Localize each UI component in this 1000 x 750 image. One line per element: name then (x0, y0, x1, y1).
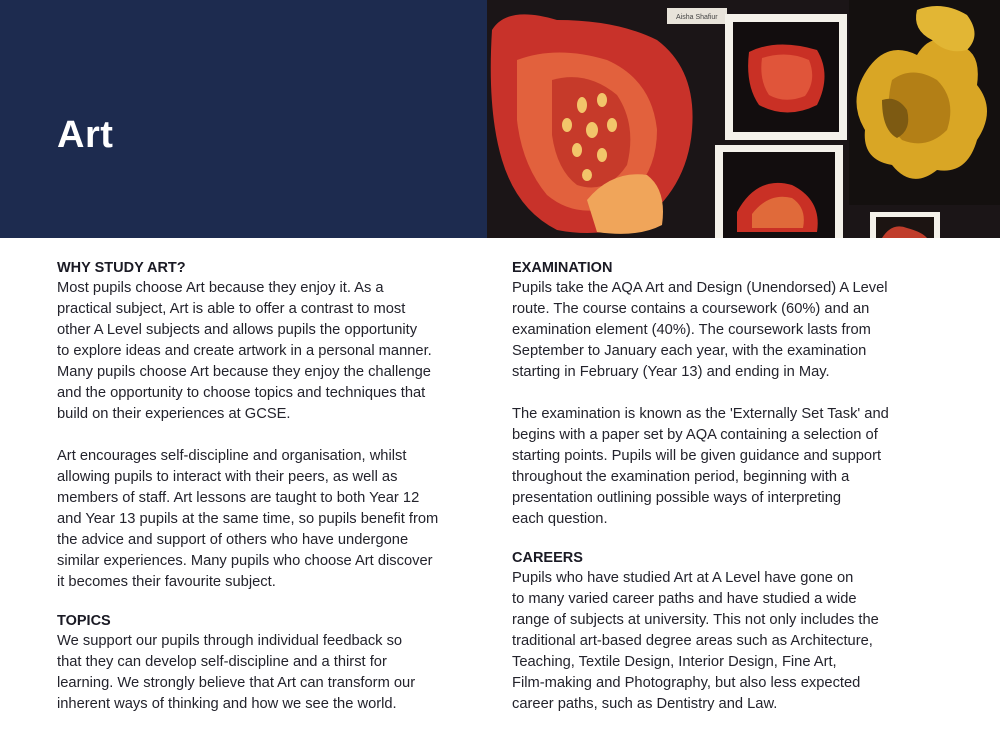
section-heading-why-study-art: WHY STUDY ART? (57, 260, 186, 276)
right-column (512, 258, 944, 715)
careers-section (512, 548, 944, 715)
title-band (0, 0, 487, 238)
section-heading-topics: TOPICS (57, 613, 111, 629)
photo-label: Aisha Shafiur (676, 14, 718, 21)
why-study-art-paragraph-1: Most pupils choose Art because they enjoy it. As a practical subject, Art is able to offer a contrast to most other A Level subjects and allows pupils the opportunity to explore ideas and create artwork in a personal manner. Many pupils choose Art because they enjoy the challenge and the opportunity to choose topics and techniques that build on their experiences at GCSE. (57, 280, 432, 422)
section-heading-careers: CAREERS (512, 550, 583, 566)
topics-section (57, 611, 497, 715)
artwork-photo (487, 0, 1000, 238)
left-column (57, 258, 497, 715)
why-study-art-paragraph-2: Art encourages self-discipline and organisation, whilst allowing pupils to interact with their peers, as well as members of staff. Art lessons are taught to both Year 12 and Year 13 pupils at the same time, so pupils benefit from the advice and support of others who have undergone similar experiences. Many pupils who choose Art discover it becomes their favourite subject. (57, 448, 439, 590)
artwork-photo-illustration (487, 0, 1000, 238)
examination-paragraph-2: The examination is known as the 'Externally Set Task' and begins with a paper set by AQA containing a selection of starting points. Pupils will be given guidance and support throughout the examination period, beginning with a presentation outlining possible ways of interpreting each question. (512, 406, 889, 527)
why-study-art-section (57, 258, 497, 593)
page-header (0, 0, 1000, 238)
examination-section (512, 258, 944, 530)
careers-paragraph-1: Pupils who have studied Art at A Level have gone on to many varied career paths and have studied a wide range of subjects at university. This not only includes the traditional art-based degree areas such as Architecture, Teaching, Textile Design, Interior Design, Fine Art, Film-making and Photography, but also less expected career paths, such as Dentistry and Law. (512, 570, 879, 712)
examination-paragraph-1: Pupils take the AQA Art and Design (Unendorsed) A Level route. The course contains a coursework (60%) and an examination element (40%). The coursework lasts from September to January each year, with the examination starting in February (Year 13) and ending in May. (512, 280, 888, 380)
topics-paragraph-1: We support our pupils through individual feedback so that they can develop self-discipline and a thirst for learning. We strongly believe that Art can transform our inherent ways of thinking and how we see the world. (57, 633, 416, 712)
page-title: Art (57, 114, 114, 156)
section-heading-examination: EXAMINATION (512, 260, 613, 276)
